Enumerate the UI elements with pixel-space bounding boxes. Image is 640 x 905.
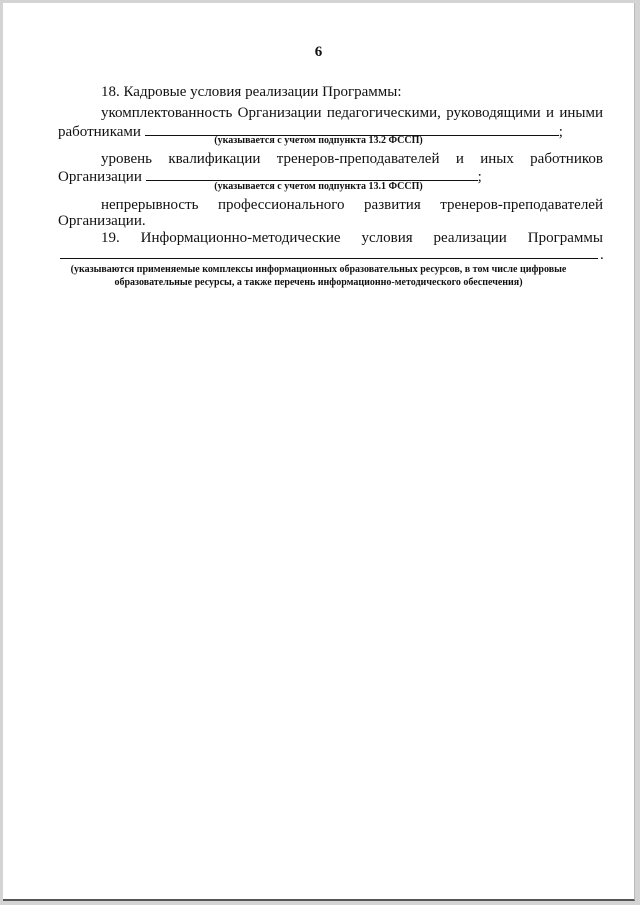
staffing-label: работниками — [58, 124, 141, 140]
staffing-text-line — [101, 104, 603, 122]
word: квалификации — [168, 151, 261, 167]
document-page — [3, 3, 635, 901]
qualification-label: Организации — [58, 169, 142, 185]
qualification-blank-field[interactable] — [146, 166, 478, 181]
section-18-heading: 18. Кадровые условия реализации Программы: — [101, 84, 402, 100]
word: уровень — [101, 151, 153, 167]
development-line-2: Организации. — [58, 213, 146, 229]
staffing-blank-field[interactable] — [145, 121, 559, 136]
staffing-hint: (указывается с учетом подпункта 13.2 ФССП) — [214, 135, 423, 146]
word: тренеров-преподавателей — [440, 197, 603, 213]
word: профессионального — [217, 197, 345, 213]
word: непрерывность — [101, 197, 199, 213]
qualification-hint: (указывается с учетом подпункта 13.1 ФССП) — [214, 181, 423, 192]
word: Организации — [237, 105, 322, 121]
section-19-hint-line-2: образовательные ресурсы, а также перечень информационно-методического обеспечения) — [114, 277, 523, 288]
word: руководящими — [446, 105, 541, 121]
word: условия — [361, 230, 413, 246]
word: иных — [480, 151, 514, 167]
section-19-heading — [101, 229, 603, 247]
word: развития — [364, 197, 421, 213]
page-number: 6 — [314, 44, 323, 60]
staffing-terminator: ; — [558, 124, 563, 140]
word: и — [546, 105, 555, 121]
word: и — [455, 151, 464, 167]
section-19-hint-line-1: (указываются применяемые комплексы информационных образовательных ресурсов, в том числе цифровые — [70, 264, 567, 275]
word: тренеров-преподавателей — [276, 151, 440, 167]
section-19-terminator: . — [600, 247, 604, 263]
word: Информационно-методические — [140, 230, 341, 246]
qualification-terminator: ; — [477, 169, 482, 185]
word: работников — [530, 151, 603, 167]
word: Программы — [527, 230, 603, 246]
word: иными — [559, 105, 603, 121]
word: педагогическими, — [326, 105, 441, 121]
info-resources-blank-field[interactable] — [60, 258, 598, 259]
word: реализации — [433, 230, 507, 246]
word: 19. — [101, 230, 120, 246]
word: укомплектованность — [101, 105, 233, 121]
